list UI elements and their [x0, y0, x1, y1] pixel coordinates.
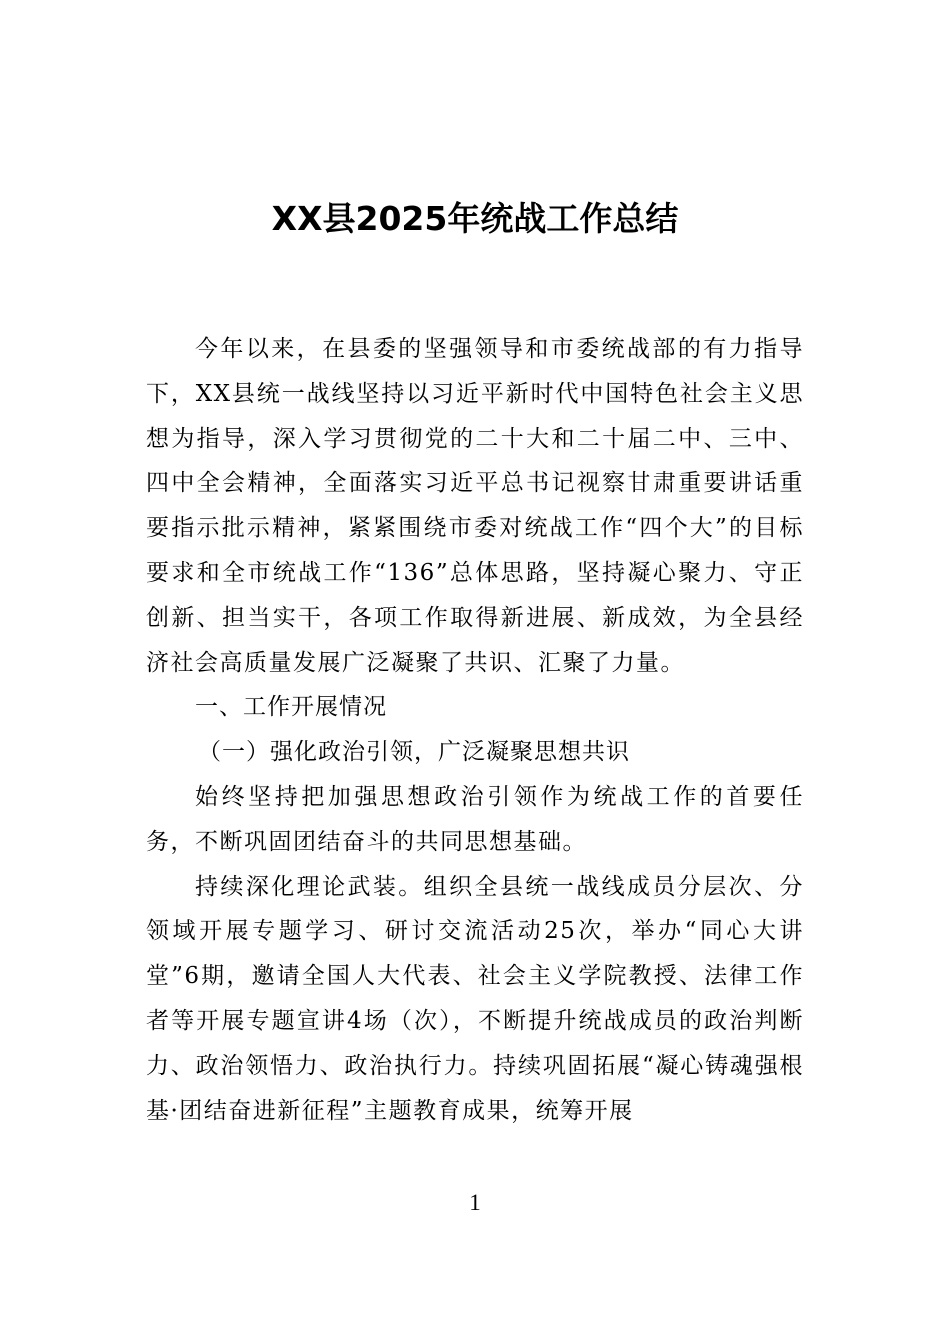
intro-paragraph: 今年以来，在县委的坚强领导和市委统战部的有力指导下，XX县统一战线坚持以习近平新时代中国特色社会主义思想为指导，深入学习贯彻党的二十大和二十届二中、三中、四中全会精神，全面落实习近平总书记视察甘肃重要讲话重要指示批示精神，紧紧围绕市委对统战工作“四个大”的目标要求和全市统战工作“136”总体思路，坚持凝心聚力、守正创新、担当实干，各项工作取得新进展、新成效，为全县经济社会高质量发展广泛凝聚了共识、汇聚了力量。	[146, 336, 804, 676]
body-paragraph: 持续深化理论武装。组织全县统一战线成员分层次、分领域开展专题学习、研讨交流活动25次，举办“同心大讲堂”6期，邀请全国人大代表、社会主义学院教授、法律工作者等开展专题宣讲4场（次），不断提升统战成员的政治判断力、政治领悟力、政治执行力。持续巩固拓展“凝心铸魂强根基·团结奋进新征程”主题教育成果，统筹开展	[146, 873, 804, 1124]
document-body	[146, 327, 804, 1133]
subsection-heading: （一）强化政治引领，广泛凝聚思想共识	[198, 739, 630, 766]
page-number: 1	[469, 1190, 481, 1215]
body-paragraph: 始终坚持把加强思想政治引领作为统战工作的首要任务，不断巩固团结奋斗的共同思想基础。	[146, 783, 804, 855]
section-heading: 一、工作开展情况	[195, 694, 387, 721]
document-title: XX县2025年统战工作总结	[271, 199, 679, 238]
